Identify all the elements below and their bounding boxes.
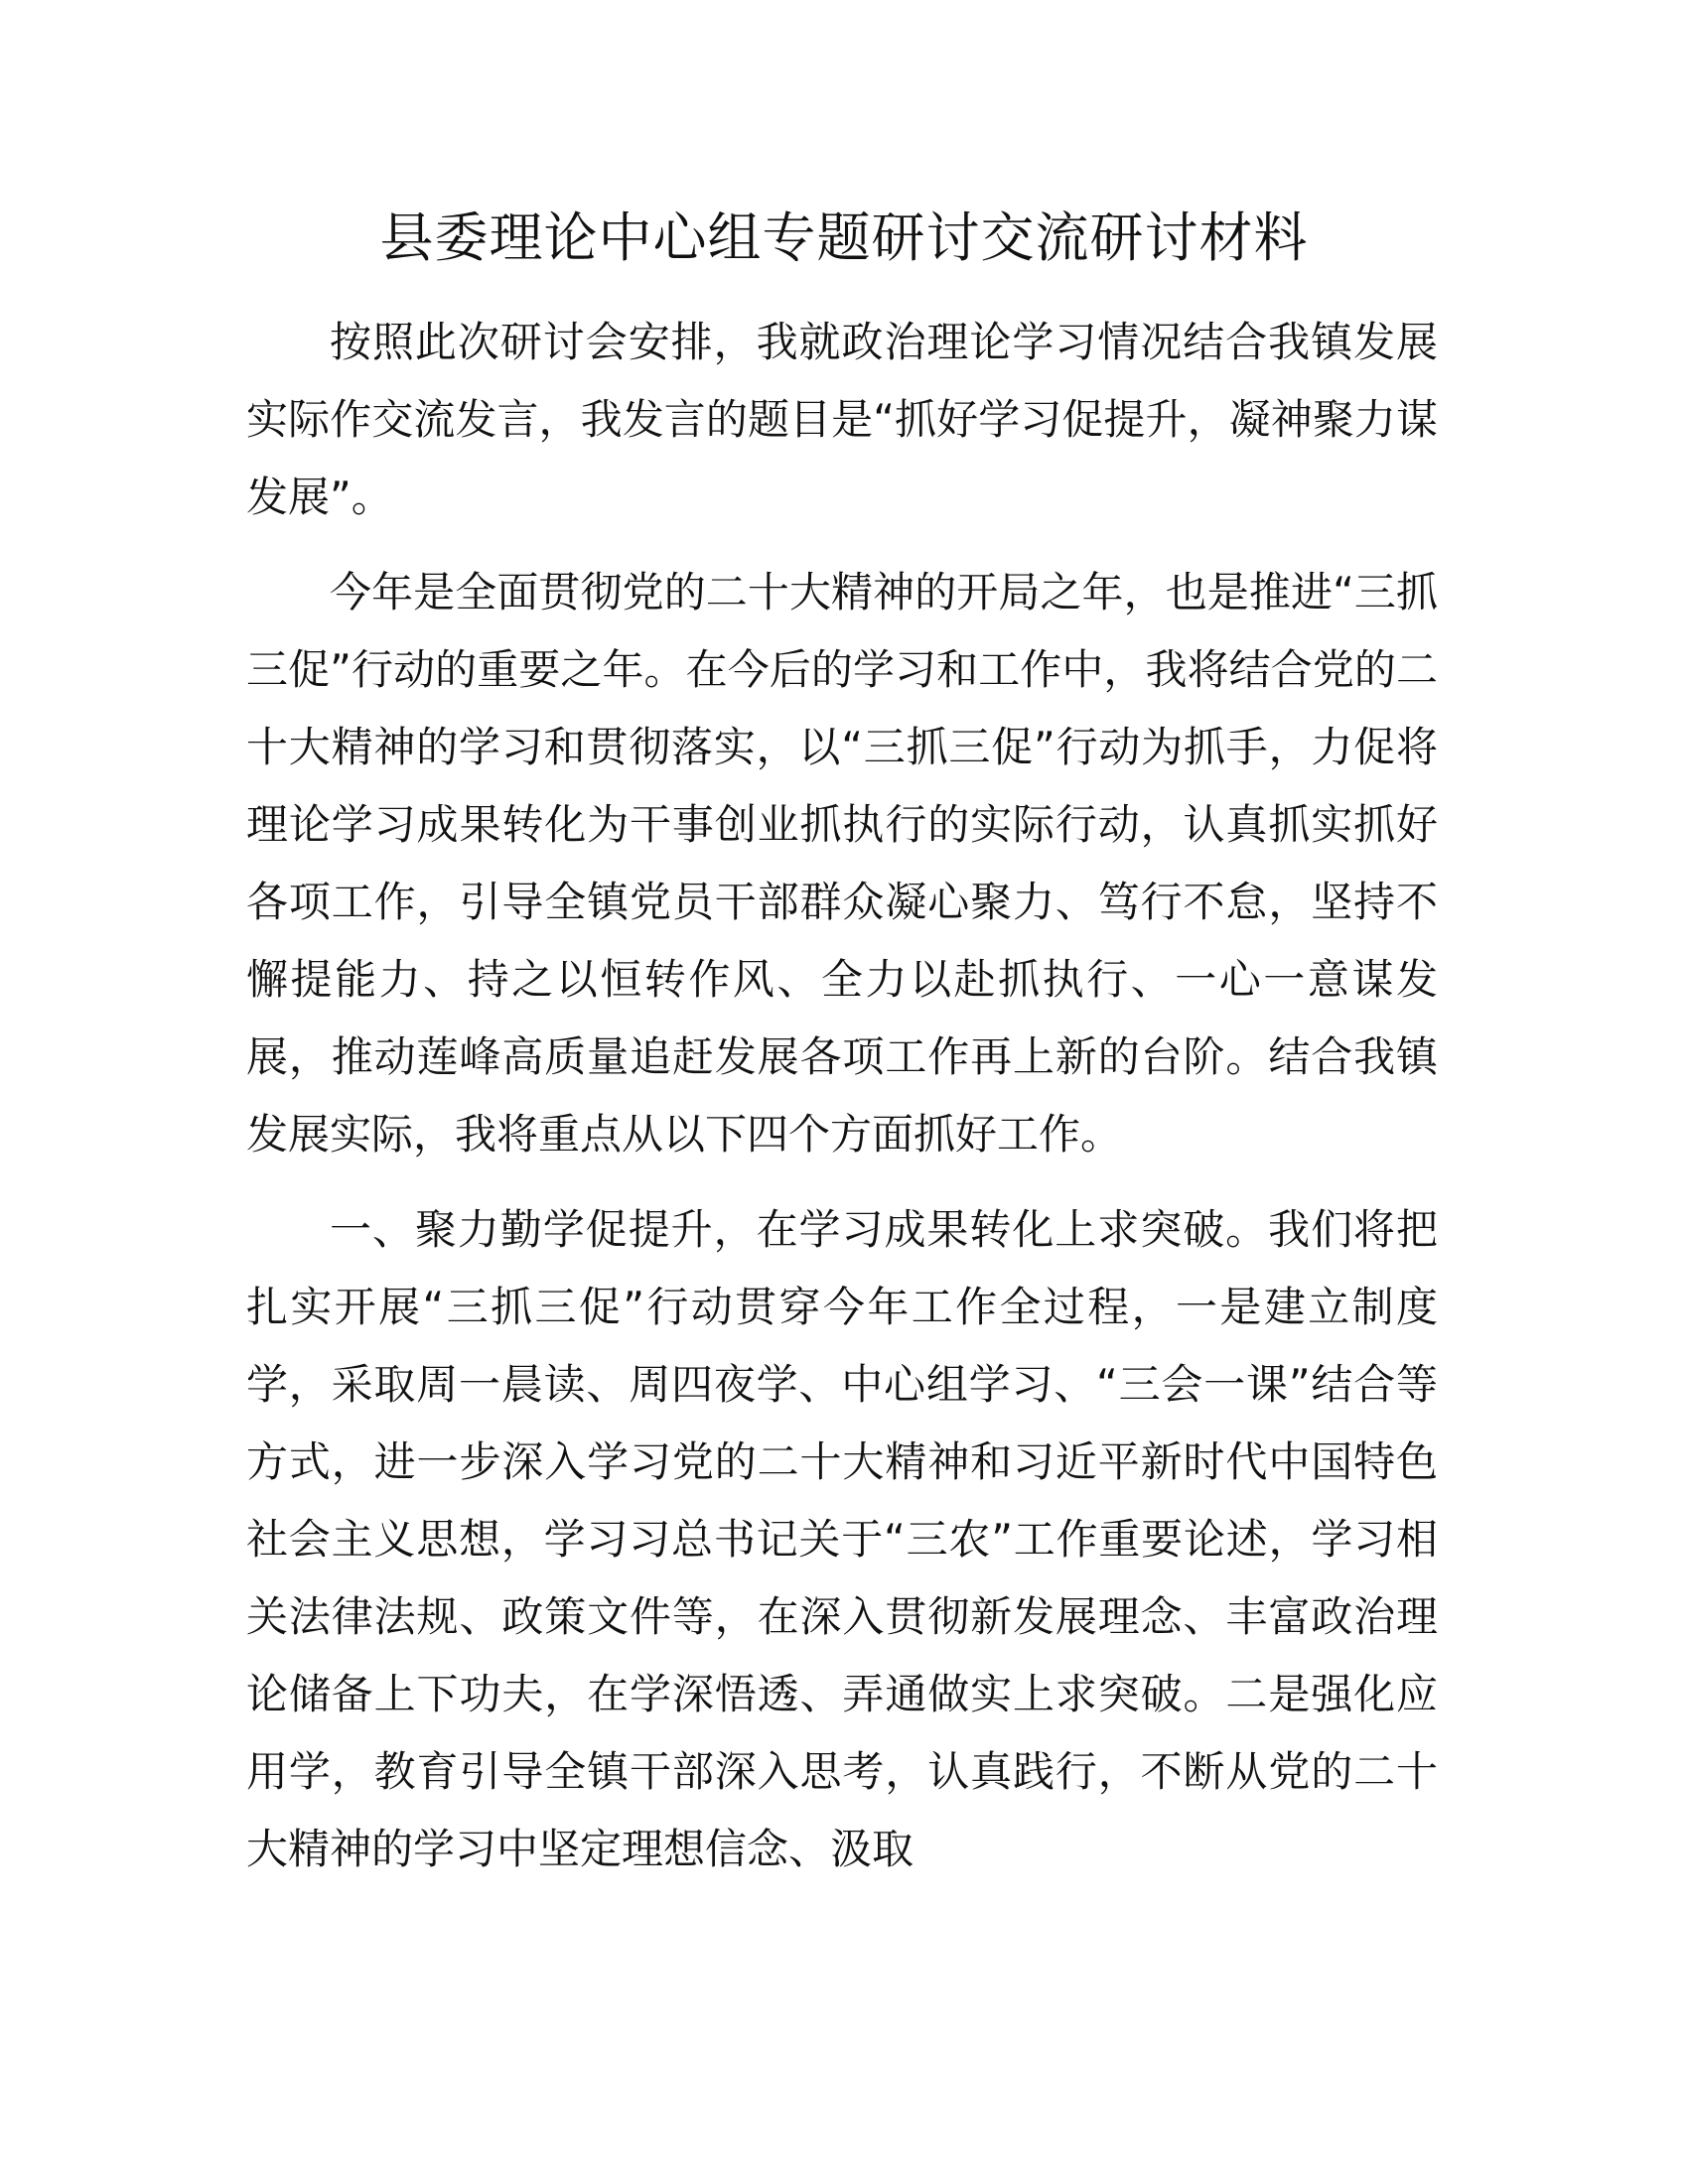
paragraph-3: 一、聚力勤学促提升，在学习成果转化上求突破。我们将把扎实开展“三抓三促”行动贯穿今年工作全过程，一是建立制度学，采取周一晨读、周四夜学、中心组学习、“三会一课”结合等方式，进一步深入学习党的二十大精神和习近平新时代中国特色社会主义思想，学习习总书记关于“三农”工作重要论述，学习相关法律法规、政策文件等，在深入贯彻新发展理念、丰富政治理论储备上下功夫，在学深悟透、弄通做实上求突破。二是强化应用学，教育引导全镇干部深入思考，认真践行，不断从党的二十大精神的学习中坚定理想信念、汲取 xyxy=(246,1205,1438,1873)
document-body xyxy=(246,304,1438,1906)
paragraph-1: 按照此次研讨会安排，我就政治理论学习情况结合我镇发展实际作交流发言，我发言的题目是“抓好学习促提升，凝神聚力谋发展”。 xyxy=(246,318,1438,521)
document-title: 县委理论中心组专题研讨交流研讨材料 xyxy=(379,206,1309,269)
paragraph-2: 今年是全面贯彻党的二十大精神的开局之年，也是推进“三抓三促”行动的重要之年。在今后的学习和工作中，我将结合党的二十大精神的学习和贯彻落实，以“三抓三促”行动为抓手，力促将理论学习成果转化为干事创业抓执行的实际行动，认真抓实抓好各项工作，引导全镇党员干部群众凝心聚力、笃行不怠，坚持不懈提能力、持之以恒转作风、全力以赴抓执行、一心一意谋发展，推动莲峰高质量追赶发展各项工作再上新的台阶。结合我镇发展实际，我将重点从以下四个方面抓好工作。 xyxy=(246,568,1438,1159)
